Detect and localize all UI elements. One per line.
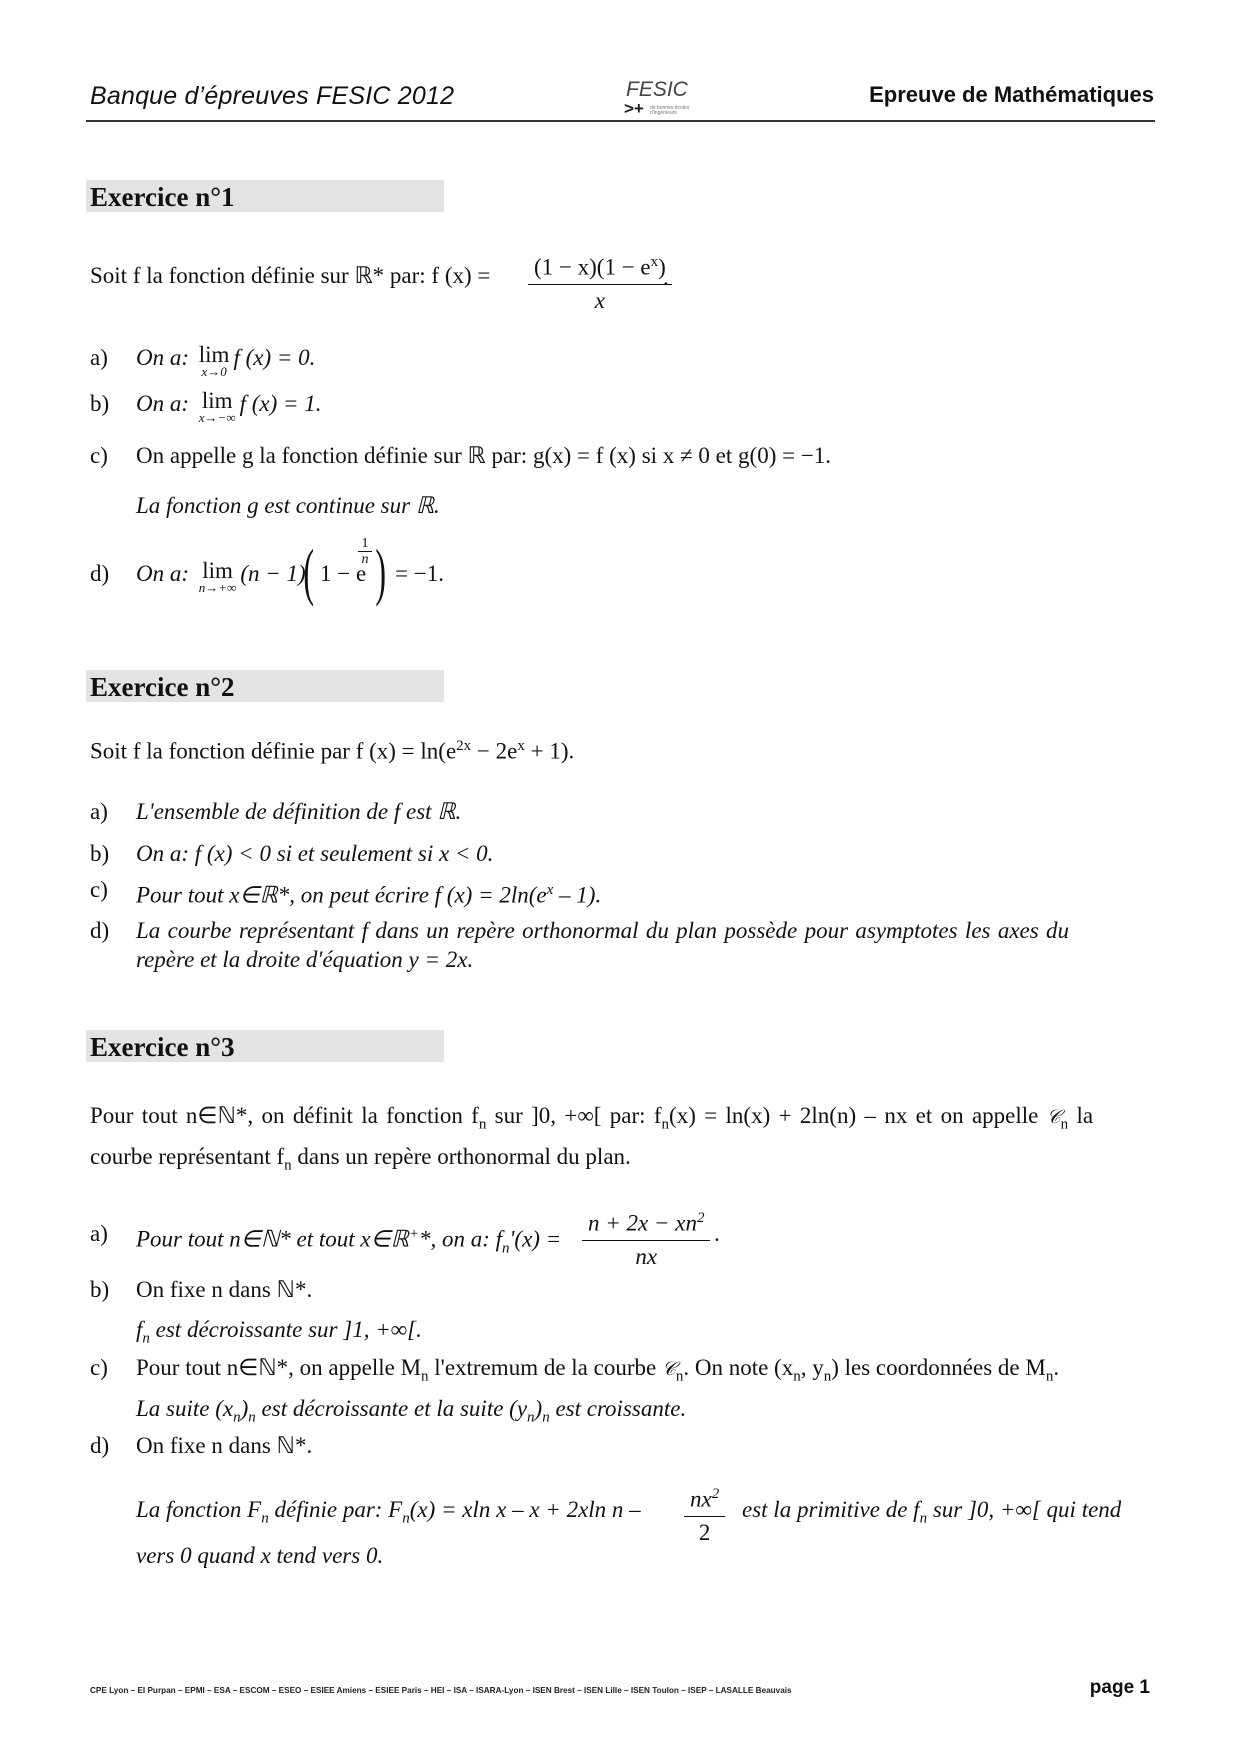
ex3-c-stmt-mid: ) (240, 1396, 249, 1421)
ex3-c-pre: Pour tout n∈ℕ*, on appelle M (136, 1355, 422, 1380)
ex3-c-curve-sub: n (675, 1368, 684, 1385)
ex3-intro-post: (x) = ln(x) + 2ln(n) – nx et on appelle (669, 1103, 1047, 1128)
ex3-d-tail-end: sur ]0, +∞[ qui tend (927, 1497, 1122, 1522)
ex3-intro-sub2: n (661, 1116, 670, 1133)
ex3-intro-pre: Pour tout n∈ℕ*, on définit la fonction f (90, 1103, 479, 1128)
exercise-3-title: Exercice n°3 (86, 1030, 444, 1062)
ex3-intro-end: la (1068, 1103, 1094, 1128)
ex2-c (136, 876, 601, 910)
ex2-a-label: a) (90, 799, 108, 824)
ex3-b-label: b) (90, 1277, 110, 1302)
ex2-c-text: Pour tout x∈ℝ*, on peut écrire f (x) = 2ln(e (136, 882, 547, 908)
ex3-b-stmt-post: est décroissante sur ]1, +∞[. (149, 1317, 422, 1342)
ex3-intro-curve-sub: n (1060, 1116, 1069, 1133)
ex3-a-label: a) (90, 1221, 108, 1246)
logo-text: FESIC (626, 78, 688, 101)
document-header-title: Banque d’épreuves FESIC 2012 (90, 82, 455, 110)
ex1-a-label: a) (90, 345, 108, 370)
ex3-a-period: . (714, 1221, 720, 1246)
ex3-c-stmt-mid2: est décroissante et la suite (y (255, 1396, 528, 1421)
ex2-intro-text: Soit f la fonction définie par f (x) = ln(e (90, 738, 457, 764)
ex3-d-statement-line1 (136, 1496, 641, 1533)
ex2-intro-sup1: 2x (456, 738, 472, 754)
ex3-b-text: On fixe n dans ℕ*. (136, 1277, 313, 1302)
ex3-b-statement (136, 1316, 422, 1353)
ex3-a-post: '(x) = (509, 1226, 562, 1252)
ex1-frac-num-end: ) (658, 254, 666, 280)
exercise-1-title: Exercice n°1 (86, 180, 444, 212)
ex1-frac-num-sup: x (650, 254, 659, 270)
ex3-d-statement-tail (742, 1496, 1121, 1533)
ex2-a-text: L'ensemble de définition de f est ℝ. (136, 799, 462, 824)
ex1-a-lim-sub: x→0 (201, 364, 227, 379)
exam-subject: Epreuve de Mathématiques (869, 82, 1154, 107)
ex3-c-stmt-sub4: n (542, 1409, 550, 1426)
ex1-b-label: b) (90, 391, 110, 416)
ex3-c-sub4: n (1045, 1368, 1054, 1385)
ex1-d-exp-num: 1 (358, 536, 372, 552)
ex3-d-label: d) (90, 1433, 110, 1458)
ex1-d-label: d) (90, 561, 110, 586)
ex3-d-stmt-mid2: (x) = xln x – x + 2xln n – (409, 1497, 641, 1522)
ex3-intro2-pre: courbe représentant f (90, 1144, 285, 1169)
ex3-d-tail-sub: n (919, 1510, 928, 1527)
ex1-d-text: On a: (136, 561, 190, 586)
ex3-d-stmt-pre: La fonction F (136, 1497, 262, 1522)
ex3-a-fraction (582, 1204, 710, 1271)
ex1-d-expr3: = −1. (395, 561, 444, 586)
ex3-a-frac-num: n + 2x − xn (588, 1210, 697, 1236)
ex3-intro2-post: dans un repère orthonormal du plan. (291, 1144, 631, 1169)
ex3-c-stmt-mid3: ) (534, 1396, 543, 1421)
ex1-d-lim-sub: n→+∞ (198, 580, 237, 595)
ex3-d-stmt-mid: définie par: F (268, 1497, 403, 1522)
ex2-b-label: b) (90, 841, 110, 866)
ex3-d-tail-pre: est la primitive de f (742, 1497, 920, 1522)
ex3-c-statement (136, 1395, 686, 1432)
ex1-d-expr1: (n − 1) (240, 561, 306, 586)
ex3-c-curve-symbol: 𝒞 (661, 1358, 676, 1380)
ex1-c-text: On appelle g la fonction définie sur ℝ par: g(x) = f (x) si x ≠ 0 et g(0) = −1. (136, 443, 832, 468)
ex3-c-mid: l'extremum de la courbe (428, 1355, 662, 1380)
ex2-intro-mid: − 2e (471, 738, 518, 764)
ex3-d-text: On fixe n dans ℕ*. (136, 1433, 313, 1458)
ex3-d-frac-num-sup: 2 (711, 1486, 720, 1502)
ex3-intro2-sub: n (284, 1157, 292, 1174)
ex1-d-lim: lim (202, 558, 233, 583)
ex1-b-lim-sub: x→−∞ (198, 410, 236, 425)
ex3-d-stmt-sub2: n (402, 1510, 410, 1527)
page-number: page 1 (1089, 1677, 1150, 1698)
ex1-b-lim: lim (201, 388, 233, 413)
ex2-intro-sup2: x (517, 738, 525, 754)
ex3-c-stmt-sub2: n (248, 1409, 256, 1426)
ex2-d-line1: La courbe représentant f dans un repère orthonormal du plan possède pour asymptotes les axes du (136, 918, 1070, 943)
ex3-intro-sub1: n (478, 1116, 487, 1133)
logo-tagline: de bonnes écoles d'ingénieurs (650, 105, 690, 116)
ex1-d-expr2-text: 1 − e (320, 561, 367, 586)
ex3-c-text (136, 1354, 1059, 1391)
ex1-intro-fraction (528, 248, 672, 315)
ex1-c-label: c) (90, 443, 108, 468)
ex3-a-sup: + (408, 1226, 419, 1242)
ex3-a (136, 1220, 561, 1262)
ex1-intro-period: . (663, 265, 669, 290)
ex1-d-paren-right-glyph: ) (375, 536, 386, 607)
ex3-c-sub3: n (823, 1368, 832, 1385)
ex3-c-mid2: . On note (x (683, 1355, 794, 1380)
ex3-a-frac-den: nx (635, 1243, 658, 1269)
ex1-b-expr: f (x) = 1. (239, 391, 322, 416)
ex3-c-stmt-pre: La suite (x (136, 1396, 234, 1421)
ex3-intro-mid: sur ]0, +∞[ par: f (486, 1103, 662, 1128)
ex3-a-pre: Pour tout n∈ℕ* et tout x∈ℝ (136, 1226, 409, 1252)
ex3-d-statement-line2: vers 0 quand x tend vers 0. (136, 1543, 384, 1568)
exercise-2-title: Exercice n°2 (86, 670, 444, 702)
ex3-c-label: c) (90, 1355, 108, 1380)
ex2-d-label: d) (90, 918, 110, 943)
ex1-d-paren-left (298, 536, 319, 607)
ex3-a-frac-num-sup: 2 (696, 1210, 705, 1226)
ex1-b-text: On a: (136, 391, 190, 416)
ex3-d-stmt-sub1: n (261, 1510, 269, 1527)
ex1-d-intro (136, 560, 306, 594)
ex3-c-mid4: ) les coordonnées de M (831, 1355, 1046, 1380)
ex1-d-exp-den: n (361, 552, 369, 567)
ex1-a-lim: lim (198, 342, 230, 367)
ex1-c-statement: La fonction g est continue sur ℝ. (136, 493, 440, 518)
ex3-d-frac-den: 2 (698, 1519, 711, 1545)
ex3-c-stmt-sub3: n (527, 1409, 535, 1426)
ex3-c-sub1: n (421, 1368, 429, 1385)
ex2-b-text: On a: f (x) < 0 si et seulement si x < 0. (136, 841, 494, 866)
ex3-c-mid3: , y (800, 1355, 824, 1380)
ex1-intro (90, 262, 490, 290)
ex3-intro-curve-symbol: 𝒞 (1046, 1106, 1061, 1128)
ex3-c-end: . (1053, 1355, 1060, 1380)
header-rule (86, 120, 1155, 122)
ex2-intro (90, 732, 574, 766)
ex3-intro-line1 (90, 1102, 1093, 1139)
ex2-c-text-post: – 1). (553, 882, 602, 908)
ex1-a-expr: f (x) = 0. (233, 345, 316, 370)
ex3-c-stmt-end: est croissante. (549, 1396, 687, 1421)
ex1-frac-den: x (594, 287, 606, 313)
ex3-c-sub2: n (793, 1368, 801, 1385)
fesic-logo (620, 78, 710, 120)
ex1-frac-num: (1 − x)(1 − e (534, 254, 651, 280)
ex3-b-stmt-pre: f (136, 1317, 143, 1342)
ex3-a-sub: n (502, 1240, 510, 1257)
logo-arrow: >+ (624, 99, 644, 118)
ex2-d-line2: repère et la droite d'équation y = 2x. (136, 947, 474, 972)
ex3-d-frac-num: nx (690, 1486, 712, 1512)
footer-schools: CPE Lyon – EI Purpan – EPMI – ESA – ESCOM – ESEO – ESIEE Amiens – ESIEE Paris – HEI – ISA – ISARA-Lyon – ISEN Brest – ISEN Lille – ISEN Toulon – ISEP – LASALLE Beauvais (90, 1686, 792, 1695)
ex3-d-fraction (684, 1480, 725, 1547)
ex1-a-text: On a: (136, 345, 190, 370)
ex1-d-paren-left-glyph: ( (303, 536, 314, 607)
ex1-intro-text: Soit f la fonction définie sur ℝ* par: f (x) = (90, 263, 491, 288)
ex3-b-stmt-sub: n (142, 1330, 150, 1347)
ex3-a-mid: *, on a: f (418, 1226, 503, 1252)
ex1-a (136, 344, 315, 378)
ex1-b (136, 390, 322, 424)
ex3-c-stmt-sub1: n (233, 1409, 241, 1426)
ex2-c-sup: x (546, 882, 554, 898)
ex2-intro-end: + 1). (524, 738, 575, 764)
ex3-intro-line2 (90, 1143, 631, 1180)
ex1-d-paren-right (370, 536, 391, 607)
ex2-c-label: c) (90, 877, 108, 902)
